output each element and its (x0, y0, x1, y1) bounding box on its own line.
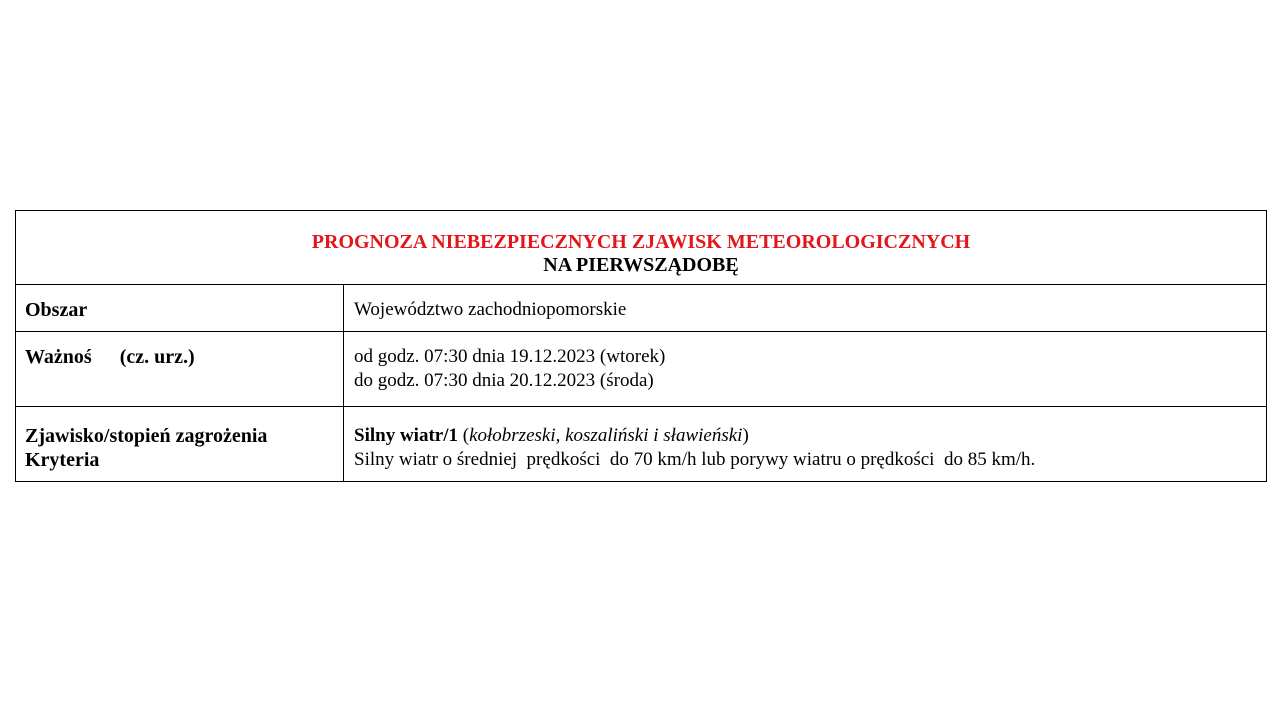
row-value-cell (344, 407, 1267, 482)
valid-to: do godz. 07:30 dnia 20.12.2023 (środa) (354, 370, 654, 391)
phenomenon-name: Silny wiatr/1 (354, 425, 458, 446)
table-row (16, 285, 1267, 332)
row-label-cell (16, 332, 344, 407)
kryteria-label: Kryteria (25, 449, 100, 471)
forecast-subtitle: NA PIERWSZĄDOBĘ (543, 254, 739, 276)
table-row (16, 332, 1267, 407)
row-label-cell (16, 285, 344, 332)
obszar-label: Obszar (25, 299, 88, 321)
row-value-cell (344, 285, 1267, 332)
header-cell (16, 211, 1267, 285)
obszar-value: Województwo zachodniopomorskie (354, 299, 627, 320)
counties-open-paren: ( (457, 425, 470, 446)
zjawisko-label: Zjawisko/stopień zagrożenia (25, 425, 268, 447)
waznosc-label-suffix: (cz. urz.) (119, 346, 195, 368)
header-row (16, 211, 1267, 285)
forecast-title: PROGNOZA NIEBEZPIECZNYCH ZJAWISK METEOROLOGICZNYCH (311, 231, 971, 253)
valid-from: od godz. 07:30 dnia 19.12.2023 (wtorek) (354, 346, 666, 367)
counties-list: kołobrzeski, koszaliński i sławieński (469, 425, 743, 446)
row-label-cell (16, 407, 344, 482)
criteria-text: Silny wiatr o średniej prędkości do 70 km/h lub porywy wiatru o prędkości do 85 km/h. (354, 449, 1036, 470)
counties-close-paren: ) (742, 425, 749, 446)
waznosc-label: Ważnoś (25, 346, 92, 368)
forecast-table (15, 210, 1267, 482)
phenomenon-line (354, 424, 1266, 448)
row-value-cell (344, 332, 1267, 407)
table-row (16, 407, 1267, 482)
